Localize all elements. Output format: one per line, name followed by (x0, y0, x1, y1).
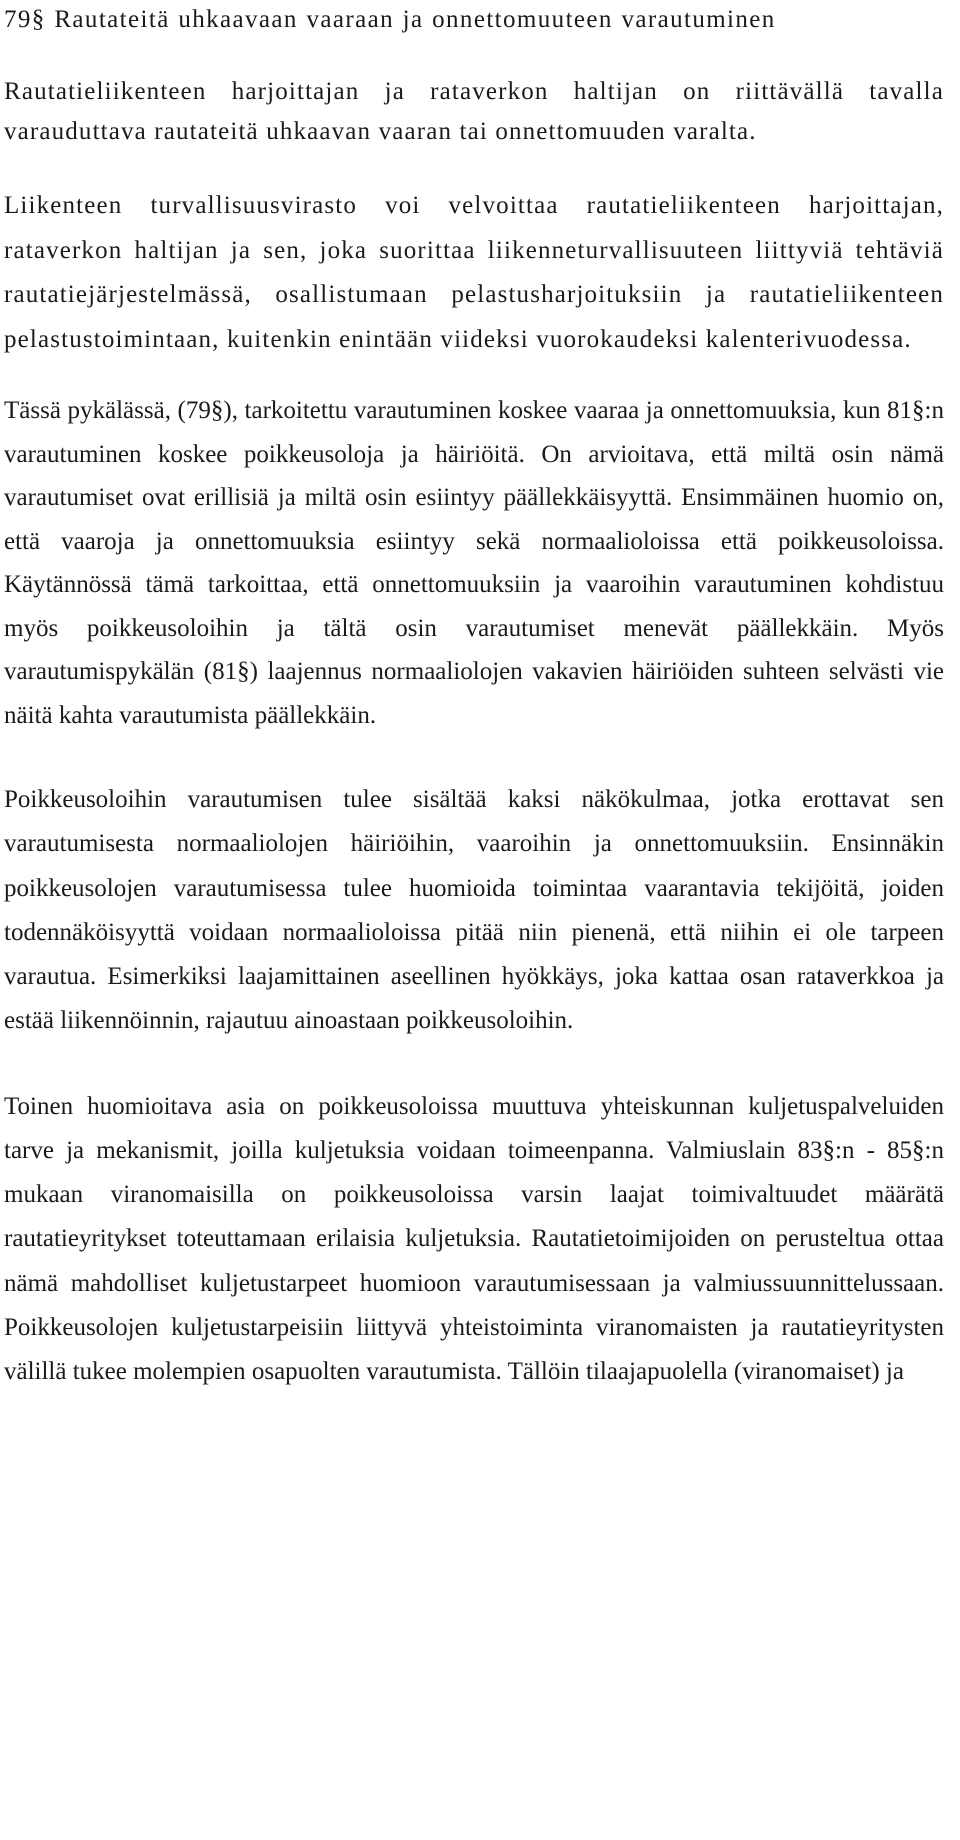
paragraph-5: Toinen huomioitava asia on poikkeusoloissa muuttuva yhteiskunnan kuljetuspalveluiden tarve ja mekanismit, joilla kuljetuksia voidaan toimeenpanna. Valmiuslain 83§:n - 85§:n mukaan viranomaisilla on poikkeusoloissa varsin laajat toimivaltuudet määrätä rautatieyritykset toteuttamaan erilaisia kuljetuksia. Rautatietoimijoiden on perusteltua ottaa nämä mahdolliset kuljetustarpeet huomioon varautumisessaan ja valmiussuunnittelussaan. Poikkeusolojen kuljetustarpeisiin liittyvä yhteistoiminta viranomaisten ja rautatieyritysten välillä tukee molempien osapuolten varautumista. Tällöin tilaajapuolella (viranomaiset) ja (4, 1092, 944, 1385)
paragraph-1: Rautatieliikenteen harjoittajan ja rataverkon haltijan on riittävällä tavalla varauduttava rautateitä uhkaavan vaaran tai onnettomuuden varalta. (4, 78, 944, 145)
section-heading: 79§ Rautateitä uhkaavaan vaaraan ja onnettomuuteen varautuminen (4, 6, 776, 33)
paragraph-3: Tässä pykälässä, (79§), tarkoitettu varautuminen koskee vaaraa ja onnettomuuksia, kun 81§:n varautuminen koskee poikkeusoloja ja häiriöitä. On arvioitava, että miltä osin nämä varautumiset ovat erillisiä ja miltä osin esiintyy päällekkäisyyttä. Ensimmäinen huomio on, että vaaroja ja onnettomuuksia esiintyy sekä normaalioloissa että poikkeusoloissa. Käytännössä tämä tarkoittaa, että onnettomuuksiin ja vaaroihin varautuminen kohdistuu myös poikkeusoloihin ja tältä osin varautumiset menevät päällekkäin. Myös varautumispykälän (81§) laajennus normaaliolojen vakavien häiriöiden suhteen selvästi vie näitä kahta varautumista päällekkäin. (4, 397, 944, 729)
document-page (4, 0, 944, 1394)
paragraph-4: Poikkeusoloihin varautumisen tulee sisältää kaksi näkökulmaa, jotka erottavat sen varautumisesta normaaliolojen häiriöihin, vaaroihin ja onnettomuuksiin. Ensinnäkin poikkeusolojen varautumisessa tulee huomioida toimintaa vaarantavia tekijöitä, joiden todennäköisyyttä voidaan normaalioloissa pitää niin pienenä, että niihin ei ole tarpeen varautua. Esimerkiksi laajamittainen aseellinen hyökkäys, joka kattaa osan rataverkkoa ja estää liikennöinnin, rajautuu ainoastaan poikkeusoloihin. (4, 786, 944, 1035)
paragraph-2: Liikenteen turvallisuusvirasto voi velvoittaa rautatieliikenteen harjoittajan, rataverkon haltijan ja sen, joka suorittaa liikenneturvallisuuteen liittyviä tehtäviä rautatiejärjestelmässä, osallistumaan pelastusharjoituksiin ja rautatieliikenteen pelastustoimintaan, kuitenkin enintään viideksi vuorokaudeksi kalenterivuodessa. (4, 192, 944, 353)
